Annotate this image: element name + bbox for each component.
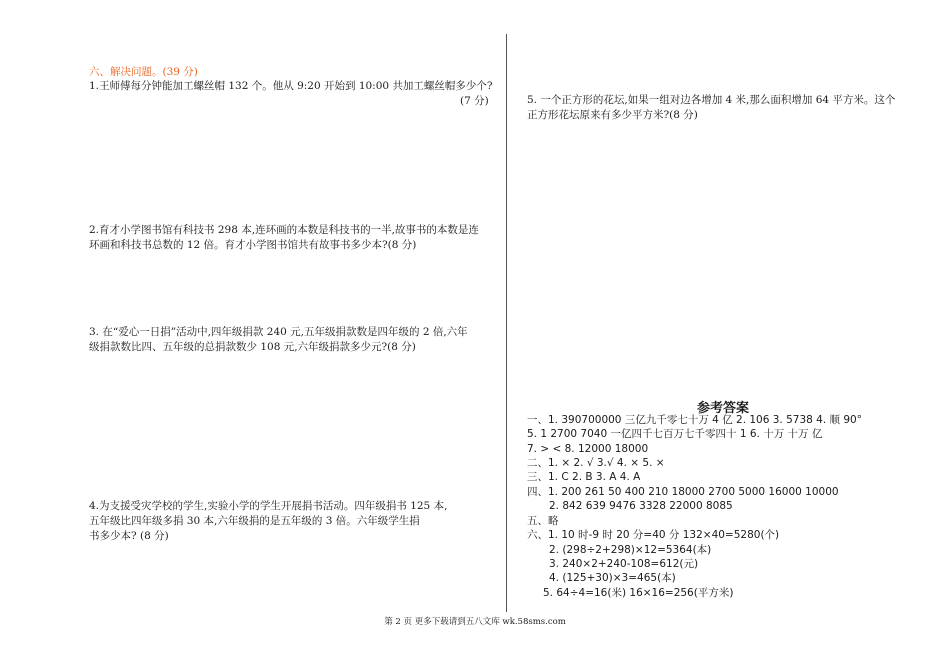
answer-line: 3. 240×2+240-108=612(元)	[549, 558, 699, 570]
column-divider	[506, 34, 507, 612]
answer-line: 7. > < 8. 12000 18000	[527, 443, 649, 455]
question-1-text: 1.王师傅每分钟能加工螺丝帽 132 个。他从 9:20 开始到 10:00 共加工螺丝帽多少个?	[89, 80, 493, 92]
answer-line: 5. 64÷4=16(米) 16×16=256(平方米)	[543, 587, 734, 599]
answers-title: 参考答案	[697, 401, 750, 416]
answer-line: 4. (125+30)×3=465(本)	[549, 572, 676, 584]
question-2-line2: 环画和科技书总数的 12 倍。育才小学图书馆共有故事书多少本?(8 分)	[89, 239, 417, 251]
answer-line: 一、1. 390700000 三亿九千零七十万 4 亿 2. 106 3. 5738 4. 顺 90°	[527, 414, 862, 426]
question-3-line2: 级捐款数比四、五年级的总捐款数少 108 元,六年级捐款多少元?(8 分)	[89, 341, 416, 353]
question-5-line2: 正方形花坛原来有多少平方米?(8 分)	[527, 109, 698, 121]
question-1-score: (7 分)	[460, 95, 489, 107]
question-3-line1: 3. 在“爱心一日捐”活动中,四年级捐款 240 元,五年级捐款数是四年级的 2 倍,六年	[89, 326, 468, 338]
answer-line: 2. (298÷2+298)×12=5364(本)	[549, 544, 712, 556]
answer-line: 四、1. 200 261 50 400 210 18000 2700 5000 16000 10000	[527, 486, 839, 498]
answer-line: 5. 1 2700 7040 一亿四千七百万七千零四十 1 6. 十万 十万 亿	[527, 428, 823, 440]
section-title: 六、解决问题。(39 分)	[89, 66, 198, 78]
page-footer: 第 2 页 更多下载请到五八文库 wk.58sms.com	[384, 617, 566, 627]
answer-line: 2. 842 639 9476 3328 22000 8085	[549, 500, 733, 512]
question-4-line1: 4.为支援受灾学校的学生,实验小学的学生开展捐书活动。四年级捐书 125 本,	[89, 500, 448, 512]
question-4-line2: 五年级比四年级多捐 30 本,六年级捐的是五年级的 3 倍。六年级学生捐	[89, 515, 420, 527]
question-5-line1: 5. 一个正方形的花坛,如果一组对边各增加 4 米,那么面积增加 64 平方米。这个	[527, 94, 896, 106]
question-2-line1: 2.育才小学图书馆有科技书 298 本,连环画的本数是科技书的一半,故事书的本数是连	[89, 224, 479, 236]
answer-line: 五、略	[527, 515, 559, 527]
answer-line: 二、1. × 2. √ 3.√ 4. × 5. ×	[527, 457, 665, 469]
answer-line: 三、1. C 2. B 3. A 4. A	[527, 471, 641, 483]
answer-line: 六、1. 10 时-9 时 20 分=40 分 132×40=5280(个)	[527, 529, 780, 541]
question-4-line3: 书多少本? (8 分)	[89, 530, 169, 542]
